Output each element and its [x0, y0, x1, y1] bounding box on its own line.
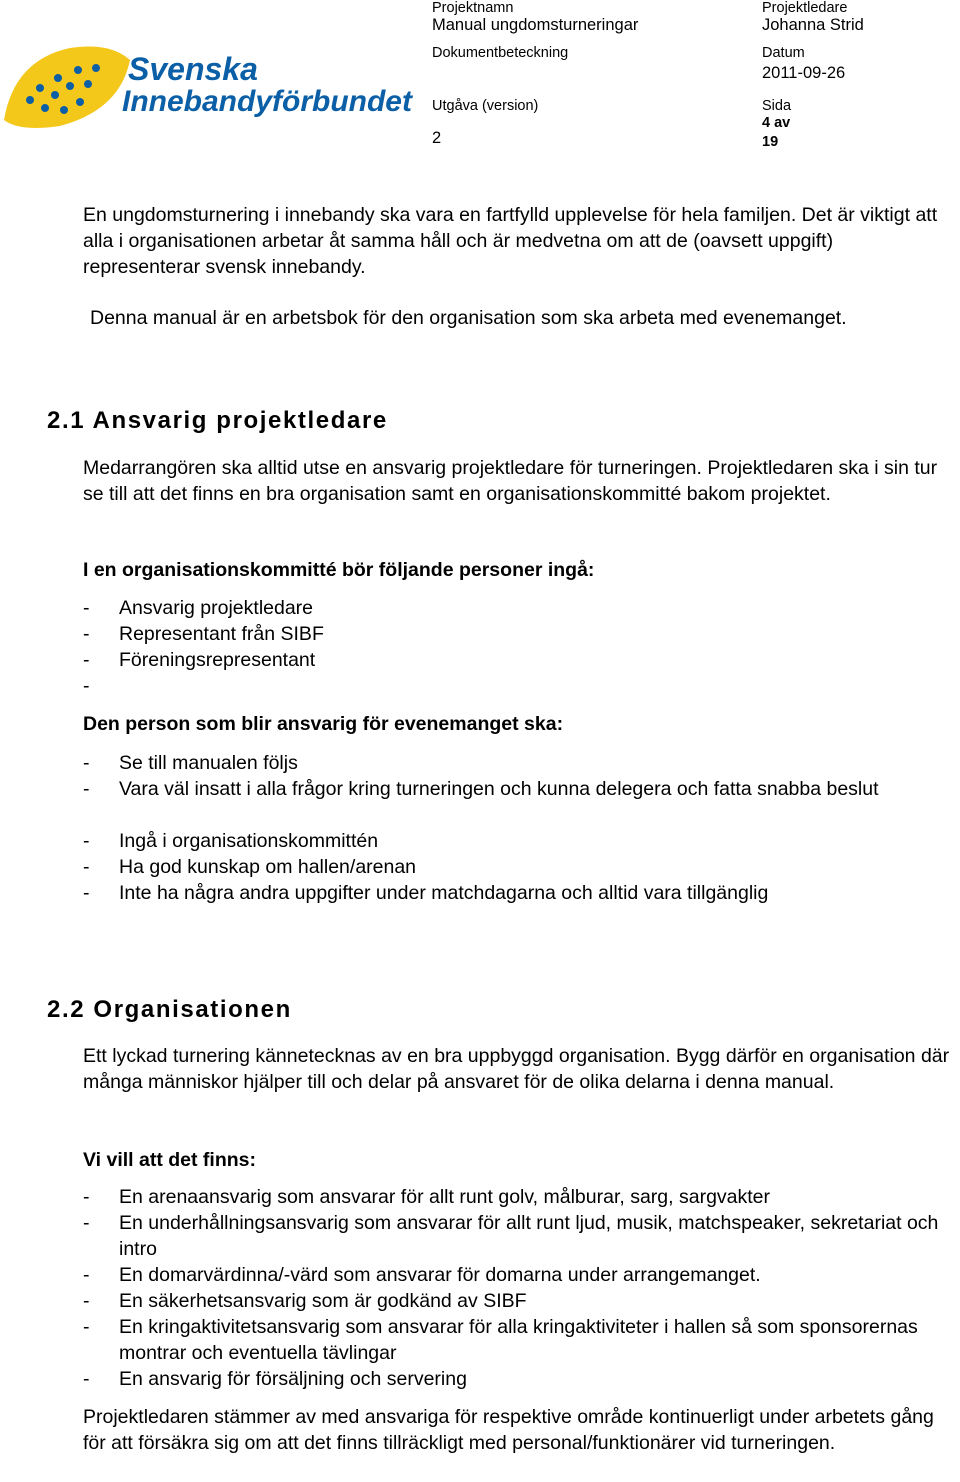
project-name: Manual ungdomsturneringar: [432, 16, 639, 34]
section-2-2-paragraph: Ett lyckad turnering kännetecknas av en bra uppbyggd organisation. Bygg därför en organisation där många människor hjälper till och delar på ansvaret för de olika delarna i denna manual.: [83, 1045, 950, 1093]
section-heading-2-1: 2.1 Ansvarig projektledare: [47, 407, 388, 434]
logo-text-line2: Innebandyförbundet: [122, 85, 412, 118]
closing-paragraph: Projektledaren stämmer av med ansvariga för respektive område kontinuerligt under arbetets gång för att försäkra sig om att det finns tillräckligt med personal/funktionärer vid turneringen.: [83, 1406, 934, 1454]
edition-value: 2: [432, 129, 442, 147]
project-leader: Johanna Strid: [762, 16, 864, 34]
page-total: 19: [762, 134, 779, 150]
list-title: Vi vill att det finns:: [83, 1149, 256, 1171]
doc-id-label: Dokumentbeteckning: [432, 45, 569, 61]
edition-label: Utgåva (version): [432, 98, 539, 114]
intro-paragraph-2: Denna manual är en arbetsbok för den organisation som ska arbeta med evenemanget.: [90, 307, 847, 329]
project-name-label: Projektnamn: [432, 0, 514, 16]
section-heading-2-2: 2.2 Organisationen: [47, 996, 292, 1023]
date-label: Datum: [762, 45, 805, 61]
date-value: 2011-09-26: [762, 64, 846, 82]
responsible-title: Den person som blir ansvarig för evenemanget ska:: [83, 713, 564, 735]
committee-title: I en organisationskommitté bör följande personer ingå:: [83, 559, 595, 581]
intro-paragraph: En ungdomsturnering i innebandy ska vara en fartfylld upplevelse för hela familjen. Det är viktigt att alla i organisationen arbetar åt samma håll och är medvetna om att de (oavsett uppgift) representerar svensk innebandy.: [83, 204, 938, 278]
logo: [0, 40, 412, 130]
logo-text-line1: Svenska: [128, 51, 258, 87]
page-label: Sida: [762, 98, 792, 114]
page-of: 4 av: [762, 115, 791, 131]
section-2-1-paragraph: Medarrangören ska alltid utse en ansvarig projektledare för turneringen. Projektledaren ska i sin tur se till att det finns en bra organisation samt en organisationskommitté bakom projektet.: [83, 457, 938, 505]
floorball-icon: [0, 40, 140, 130]
project-leader-label: Projektledare: [762, 0, 848, 16]
